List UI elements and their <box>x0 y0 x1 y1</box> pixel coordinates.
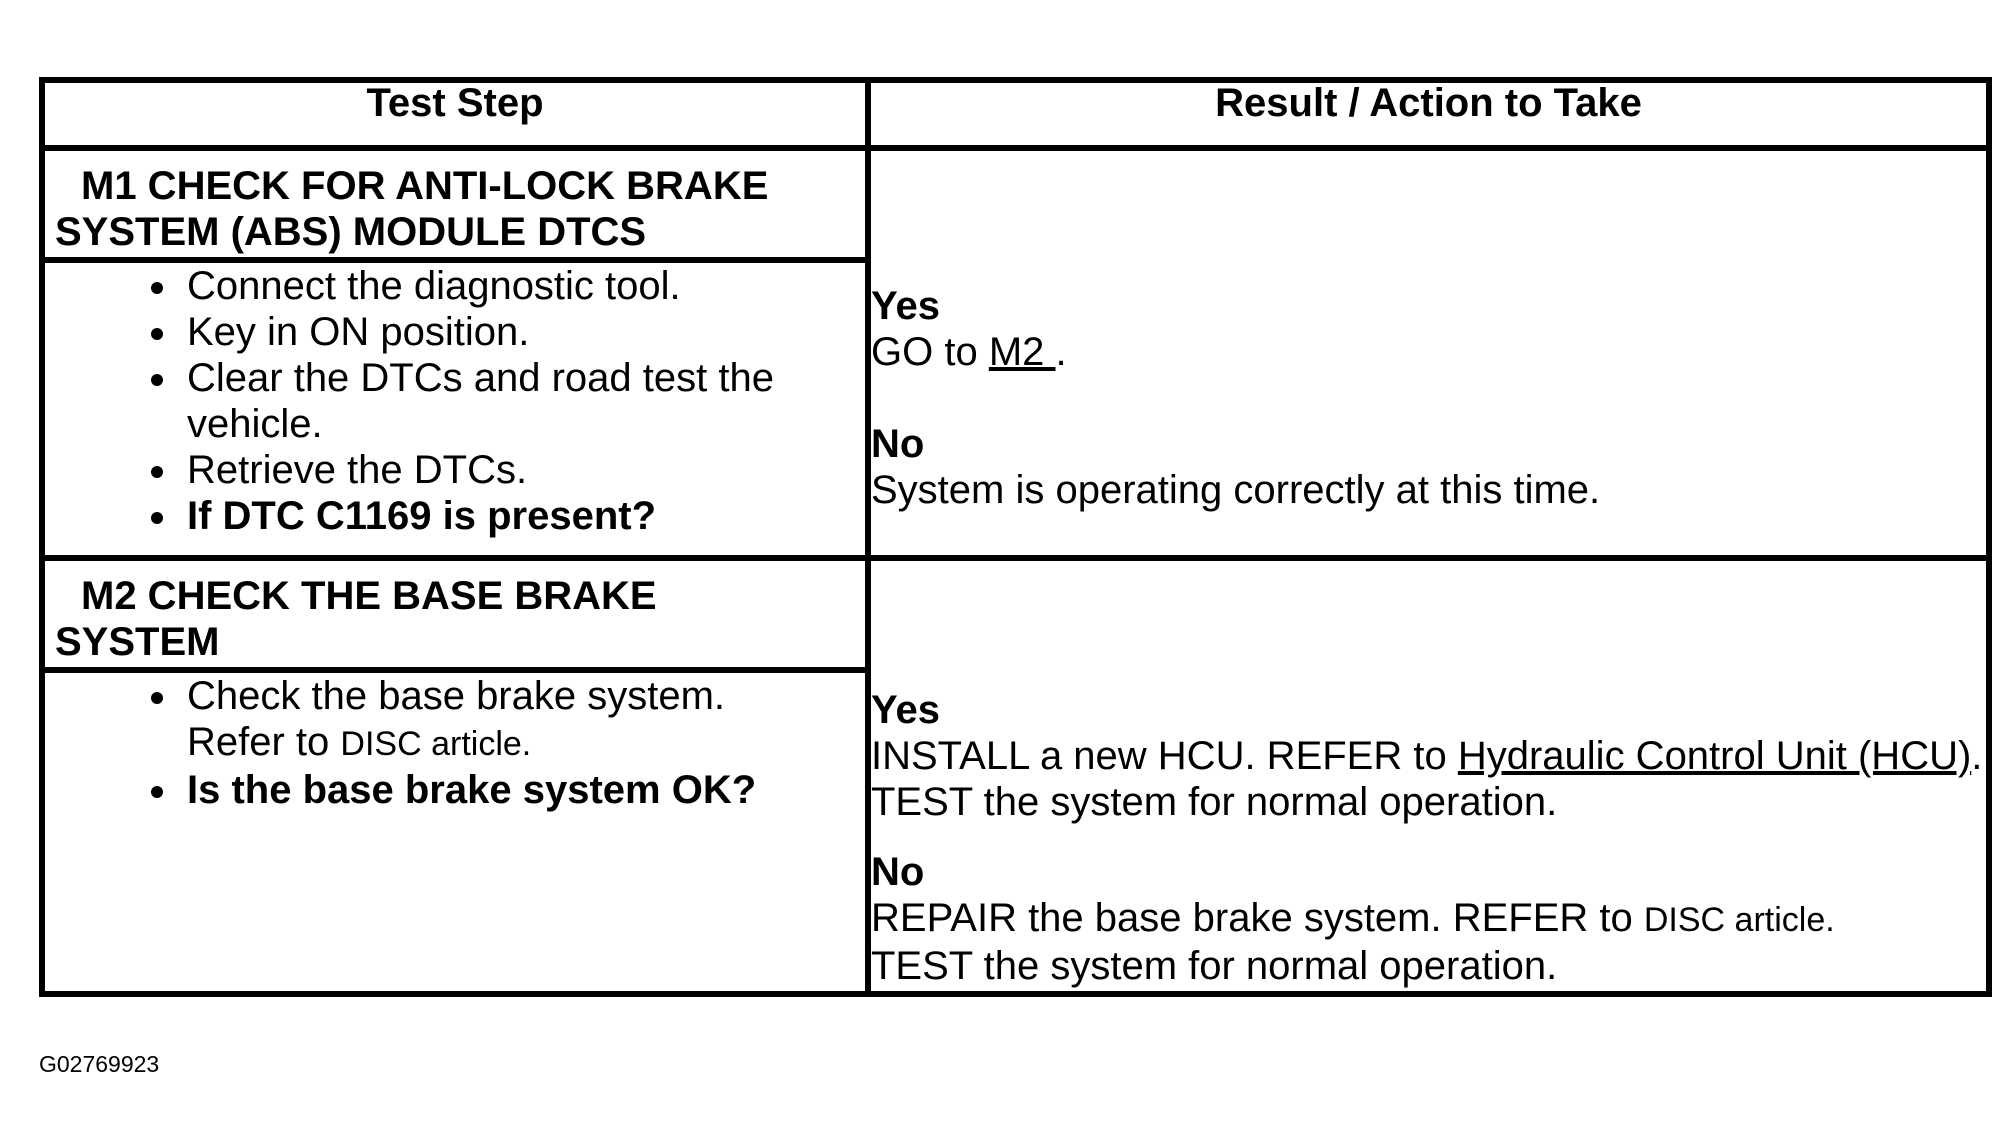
step-m2-no-disc: DISC article. <box>1643 901 1835 939</box>
diagnostic-table <box>39 77 1992 997</box>
step-m2-result-cell <box>868 558 1989 994</box>
step-m1-yes-label: Yes <box>871 284 940 328</box>
step-m2-bullet1-disc: DISC article. <box>340 725 532 763</box>
step-m2-title-cell <box>42 558 868 670</box>
step-m1-yes-text: GO to <box>871 330 989 374</box>
step-m2-yes-block <box>871 687 1986 825</box>
step-m2-no-action <box>871 895 1986 943</box>
step-m1-yes-action <box>871 329 1986 375</box>
step-m1-yes-block <box>871 283 1986 375</box>
list-item: • If DTC C1169 is present? <box>181 493 865 539</box>
step-m2-bullet1-main: Check the base brake system. <box>187 674 726 718</box>
step-m2-bullet1-refer: Refer to <box>187 720 341 764</box>
list-item: • Key in ON position. <box>181 309 865 355</box>
step-m2-no-label: No <box>871 850 925 894</box>
step-m2-yes-label: Yes <box>871 688 940 732</box>
list-item: • Connect the diagnostic tool. <box>181 263 865 309</box>
figure-id: G02769923 <box>39 1051 160 1077</box>
step-m2-title-row <box>42 558 1989 670</box>
step-m2-no-block <box>871 849 1986 989</box>
step-m1-title <box>45 151 865 257</box>
step-m1-no-block <box>871 421 1986 513</box>
list-item <box>181 673 865 767</box>
step-m1-title-line2: SYSTEM (ABS) MODULE DTCS <box>55 210 647 254</box>
link-m2[interactable]: M2 <box>988 330 1056 374</box>
step-m2-no-after: TEST the system for normal operation. <box>871 944 1558 988</box>
step-m2-yes-after: . TEST the system for normal operation. <box>871 734 1983 824</box>
step-m1-no-text: System is operating correctly at this time. <box>871 468 1601 512</box>
step-m1-title-cell <box>42 148 868 260</box>
step-m2-title-line2: SYSTEM <box>55 620 220 664</box>
step-m2-yes-text: INSTALL a new HCU. REFER to <box>871 734 1458 778</box>
step-m2-title-line1: M2 CHECK THE BASE BRAKE <box>81 574 657 618</box>
list-item: • Is the base brake system OK? <box>181 767 865 813</box>
step-m2-title <box>45 561 865 667</box>
step-m1-no-label: No <box>871 422 925 466</box>
step-m1-result-cell <box>868 148 1989 558</box>
step-m1-bullet-list <box>45 263 865 539</box>
link-hydraulic-control-unit[interactable]: Hydraulic Control Unit (HCU) <box>1457 734 1972 778</box>
step-m1-yes-after: . <box>1055 330 1067 374</box>
list-item: • Clear the DTCs and road test the vehicle. <box>181 355 865 447</box>
header-test-step: Test Step <box>42 80 868 148</box>
step-m2-yes-action <box>871 733 1986 825</box>
step-m2-no-text: REPAIR the base brake system. REFER to <box>871 896 1644 940</box>
step-m1-title-row <box>42 148 1989 260</box>
header-result-action: Result / Action to Take <box>868 80 1989 148</box>
step-m1-bullets-cell <box>42 260 868 558</box>
list-item: • Retrieve the DTCs. <box>181 447 865 493</box>
step-m2-bullets-cell <box>42 670 868 994</box>
step-m1-title-line1: M1 CHECK FOR ANTI-LOCK BRAKE <box>81 164 769 208</box>
header-row <box>42 80 1989 148</box>
step-m2-bullet-list <box>45 673 865 813</box>
